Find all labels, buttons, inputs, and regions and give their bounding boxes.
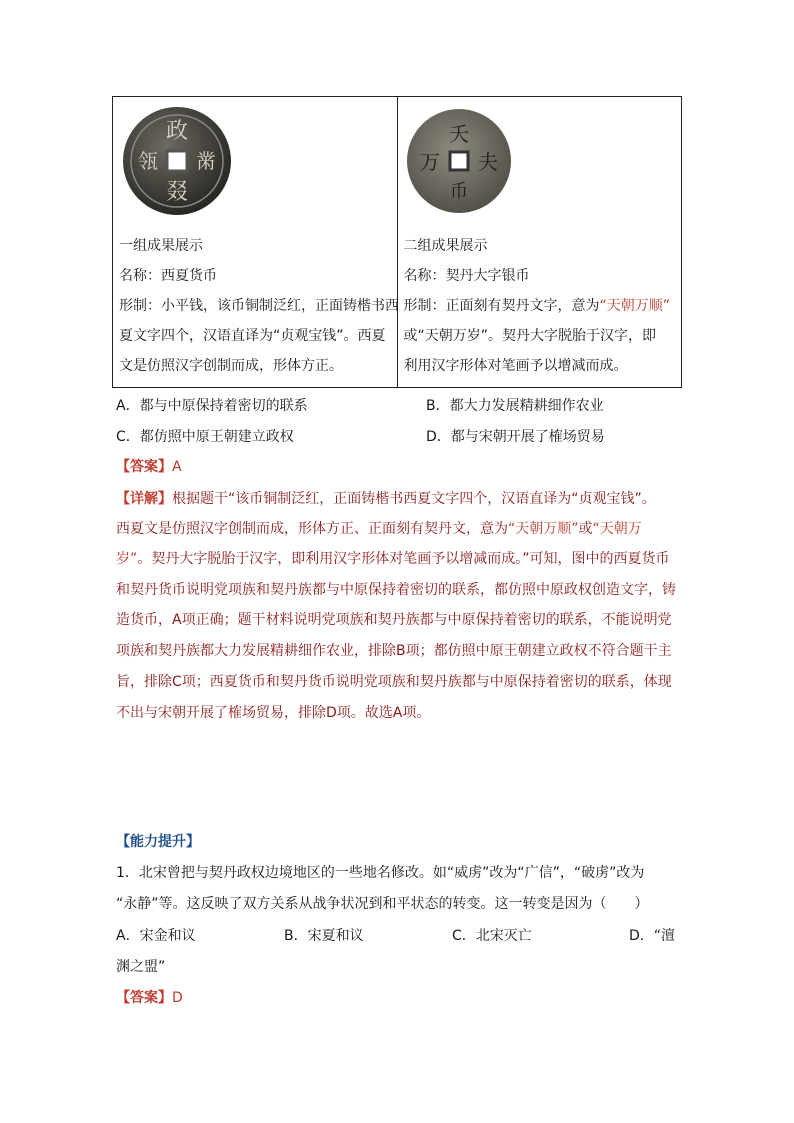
- group2-shape-2: 或“天朝万岁”。契丹大字脱胎于汉字，即: [403, 328, 657, 344]
- q1-answer: [116, 457, 182, 477]
- group1-title: 一组成果展示: [119, 238, 203, 254]
- explain-text: 。契丹大字脱胎于汉字，即利用汉字形体对笔画予以增减而成。”可知，图中的西夏货币: [137, 551, 670, 567]
- xixia-coin-image: [121, 105, 233, 217]
- answer-value: D: [172, 990, 183, 1006]
- coin-glyph-top: 政: [165, 119, 189, 144]
- section-heading: 【能力提升】: [116, 834, 200, 850]
- coin-glyph-bottom: 币: [449, 181, 468, 202]
- q2-option-d: D．“澶: [629, 928, 676, 944]
- q1-explain-line-6: 项族和契丹族都大力发展精耕细作农业，排除B项；都仿照中原王朝建立政权不符合题干主: [116, 643, 672, 659]
- exhibit-cell-khitan: [397, 97, 682, 388]
- q1-option-b: B．都大力发展精耕细作农业: [426, 398, 604, 414]
- q1-option-a: A．都与中原保持着密切的联系: [116, 398, 308, 414]
- coin-glyph-top: 夭: [448, 122, 469, 146]
- explain-text: 根据题干“该币铜制泛红，正面铸楷书西夏文字四个，汉语直译为“贞观宝钱”。: [172, 491, 656, 507]
- exhibit-table: [112, 96, 682, 388]
- explain-text: 西夏文是仿照汉字创制而成，形体方正、正面刻有契丹文，意为: [116, 521, 508, 537]
- q1-explain-line-5: 造货币，A项正确；题干材料说明党项族和契丹族都与中原保持着密切的联系，不能说明党: [116, 612, 672, 628]
- answer-tag: 【答案】: [116, 459, 172, 475]
- q1-explain-line-1: [116, 489, 656, 509]
- group1-shape-3: 文是仿照汉字创制而成，形体方正。: [119, 358, 343, 374]
- explain-highlight: “天朝万顺”: [508, 521, 579, 537]
- q2-answer: [116, 988, 183, 1008]
- group2-shape-1: [404, 291, 676, 321]
- group1-shape-1: 形制：小平钱，该币铜制泛红，正面铸楷书西: [119, 298, 399, 314]
- q1-explain-line-4: 和契丹货币说明党项族和契丹族都与中原保持着密切的联系，都仿照中原政权创造文字，铸: [116, 582, 676, 598]
- explain-highlight: 岁”: [116, 551, 138, 567]
- coin-glyph-left: 万: [419, 150, 440, 174]
- khitan-coin-image: [404, 105, 514, 215]
- group1-shape-2: 夏文字四个，汉语直译为“贞观宝钱”。西夏: [119, 328, 386, 344]
- coin-glyph-right: 黹: [196, 149, 216, 173]
- q1-explain-line-8: 不出与宋朝开展了榷场贸易，排除D项。故选A项。: [116, 705, 431, 721]
- explain-tag: 【详解】: [116, 491, 172, 507]
- q2-stem-line-2: “永静”等。这反映了双方关系从战争状况到和平状态的转变。这一转变是因为（ ）: [116, 896, 649, 912]
- answer-value: A: [172, 459, 182, 475]
- coin-glyph-right: 夫: [477, 150, 498, 174]
- group2-shape-1-text: 形制：正面刻有契丹文字，意为: [403, 298, 600, 314]
- exhibit-cell-xixia: [113, 97, 398, 388]
- group2-shape-1-highlight: “天朝万顺”: [599, 298, 671, 314]
- q2-option-b: B．宋夏和议: [284, 928, 364, 944]
- q1-option-c: C．都仿照中原王朝建立政权: [116, 429, 294, 445]
- q2-stem-line-1: 1．北宋曾把与契丹政权边境地区的一些地名修改。如“威虏”改为“广信”，“破虏”改为: [116, 865, 645, 881]
- q1-explain-line-3: [116, 549, 670, 569]
- q1-explain-line-7: 旨，排除C项；西夏货币和契丹货币说明党项族和契丹族都与中原保持着密切的联系，体现: [116, 674, 672, 690]
- q2-option-a: A．宋金和议: [116, 928, 196, 944]
- q2-option-c: C．北宋灭亡: [452, 928, 532, 944]
- coin-glyph-left: 瓴: [138, 149, 158, 173]
- coin-glyph-bottom: 叕: [165, 180, 189, 205]
- explain-highlight: “天朝万: [592, 521, 642, 537]
- q1-option-d: D．都与宋朝开展了榷场贸易: [426, 429, 605, 445]
- q2-option-d-cont: 渊之盟”: [116, 959, 166, 975]
- explain-text: 或: [578, 521, 593, 537]
- group1-name: 名称：西夏货币: [119, 268, 217, 284]
- group2-shape-3: 利用汉字形体对笔画予以增减而成。: [403, 358, 628, 374]
- q1-explain-line-2: [116, 519, 642, 539]
- answer-tag: 【答案】: [116, 990, 172, 1006]
- group2-title: 二组成果展示: [403, 238, 488, 254]
- group2-name: 名称：契丹大字银币: [403, 268, 530, 284]
